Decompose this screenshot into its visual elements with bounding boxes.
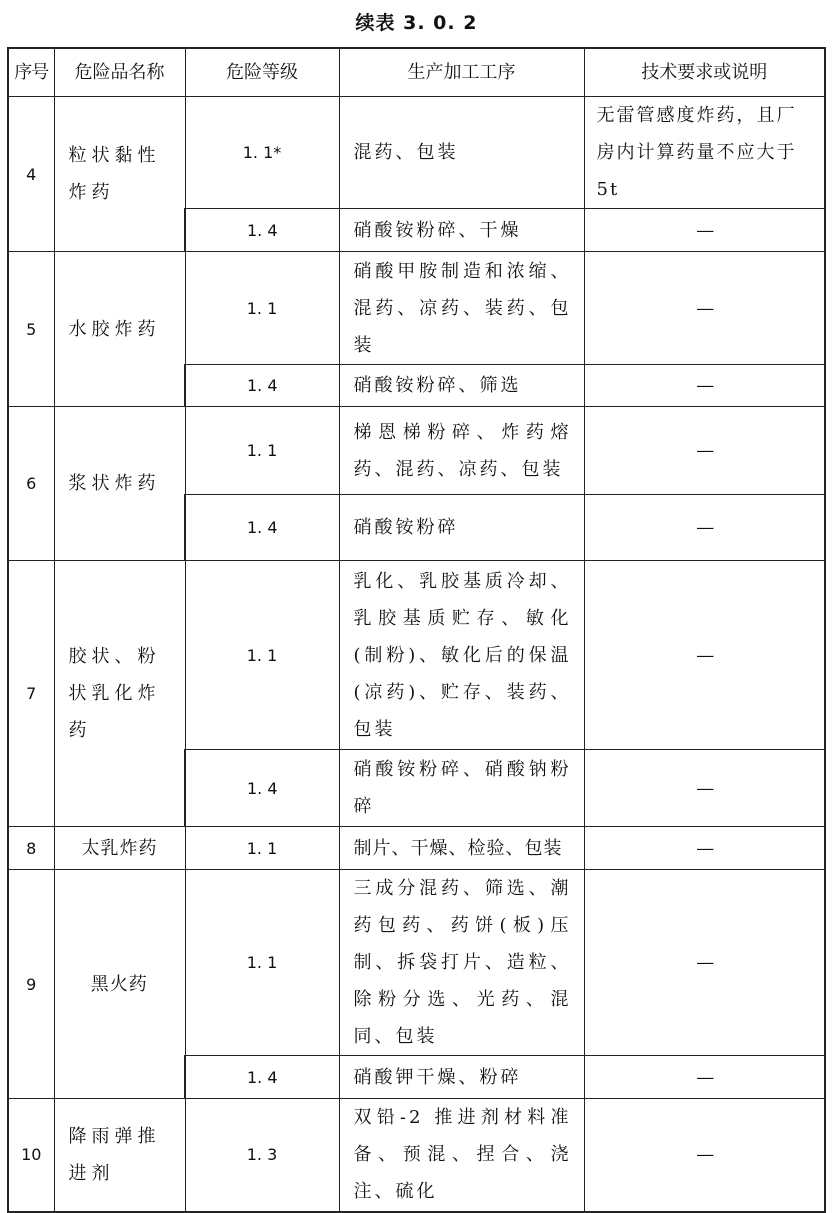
table-row (8, 561, 825, 750)
hazard-grade: 1. 1 (185, 407, 339, 495)
process: 制片、干燥、检验、包装 (339, 827, 584, 870)
requirement: — (584, 407, 825, 495)
hazard-grade: 1. 1 (185, 561, 339, 750)
row-number: 6 (8, 407, 54, 561)
requirement: — (584, 1056, 825, 1099)
requirement: 无雷管感度炸药，且厂房内计算药量不应大于 5t (584, 97, 825, 209)
process: 硝酸铵粉碎、筛选 (339, 365, 584, 407)
header-name: 危险品名称 (54, 48, 185, 97)
requirement: — (584, 495, 825, 561)
row-number: 8 (8, 827, 54, 870)
requirement: — (584, 750, 825, 827)
process: 三成分混药、筛选、潮药包药、药饼(板)压制、拆袋打片、造粒、除粉分选、光药、混同、包装 (339, 870, 584, 1056)
hazard-process-table (7, 47, 826, 1213)
header-row (8, 48, 825, 97)
table-row (8, 1099, 825, 1212)
hazard-name: 粒状黏性炸药 (54, 97, 185, 252)
table-row (8, 870, 825, 1056)
hazard-grade: 1. 1 (185, 827, 339, 870)
process: 硝酸铵粉碎 (339, 495, 584, 561)
process: 乳化、乳胶基质冷却、乳胶基质贮存、敏化(制粉)、敏化后的保温(凉药)、贮存、装药、包装 (339, 561, 584, 750)
row-number: 5 (8, 252, 54, 407)
row-number: 9 (8, 870, 54, 1099)
process: 硝酸铵粉碎、硝酸钠粉碎 (339, 750, 584, 827)
header-requirement: 技术要求或说明 (584, 48, 825, 97)
process: 双铅-2 推进剂材料准备、预混、捏合、浇注、硫化 (339, 1099, 584, 1212)
hazard-name: 降雨弹推进剂 (54, 1099, 185, 1212)
table-row (8, 827, 825, 870)
table-row (8, 407, 825, 495)
hazard-name: 胶状、粉状乳化炸药 (54, 561, 185, 827)
requirement: — (584, 827, 825, 870)
hazard-grade: 1. 3 (185, 1099, 339, 1212)
hazard-grade: 1. 1* (185, 97, 339, 209)
hazard-grade: 1. 1 (185, 252, 339, 365)
row-number: 10 (8, 1099, 54, 1212)
hazard-grade: 1. 4 (185, 750, 339, 827)
header-num: 序号 (8, 48, 54, 97)
hazard-grade: 1. 4 (185, 495, 339, 561)
hazard-name: 水胶炸药 (54, 252, 185, 407)
hazard-name: 太乳炸药 (54, 827, 185, 870)
table-row (8, 252, 825, 365)
requirement: — (584, 870, 825, 1056)
hazard-grade: 1. 4 (185, 365, 339, 407)
requirement: — (584, 561, 825, 750)
row-number: 4 (8, 97, 54, 252)
process: 硝酸钾干燥、粉碎 (339, 1056, 584, 1099)
hazard-name: 黑火药 (54, 870, 185, 1099)
table-title: 续表 3. 0. 2 (355, 12, 478, 34)
hazard-name: 浆状炸药 (54, 407, 185, 561)
requirement: — (584, 365, 825, 407)
process: 梯恩梯粉碎、炸药熔药、混药、凉药、包装 (339, 407, 584, 495)
process: 混药、包装 (339, 97, 584, 209)
table-row (8, 97, 825, 209)
header-process: 生产加工工序 (339, 48, 584, 97)
header-grade: 危险等级 (185, 48, 339, 97)
requirement: — (584, 1099, 825, 1212)
requirement: — (584, 209, 825, 252)
row-number: 7 (8, 561, 54, 827)
process: 硝酸甲胺制造和浓缩、混药、凉药、装药、包装 (339, 252, 584, 365)
hazard-grade: 1. 4 (185, 209, 339, 252)
requirement: — (584, 252, 825, 365)
hazard-grade: 1. 4 (185, 1056, 339, 1099)
hazard-grade: 1. 1 (185, 870, 339, 1056)
process: 硝酸铵粉碎、干燥 (339, 209, 584, 252)
